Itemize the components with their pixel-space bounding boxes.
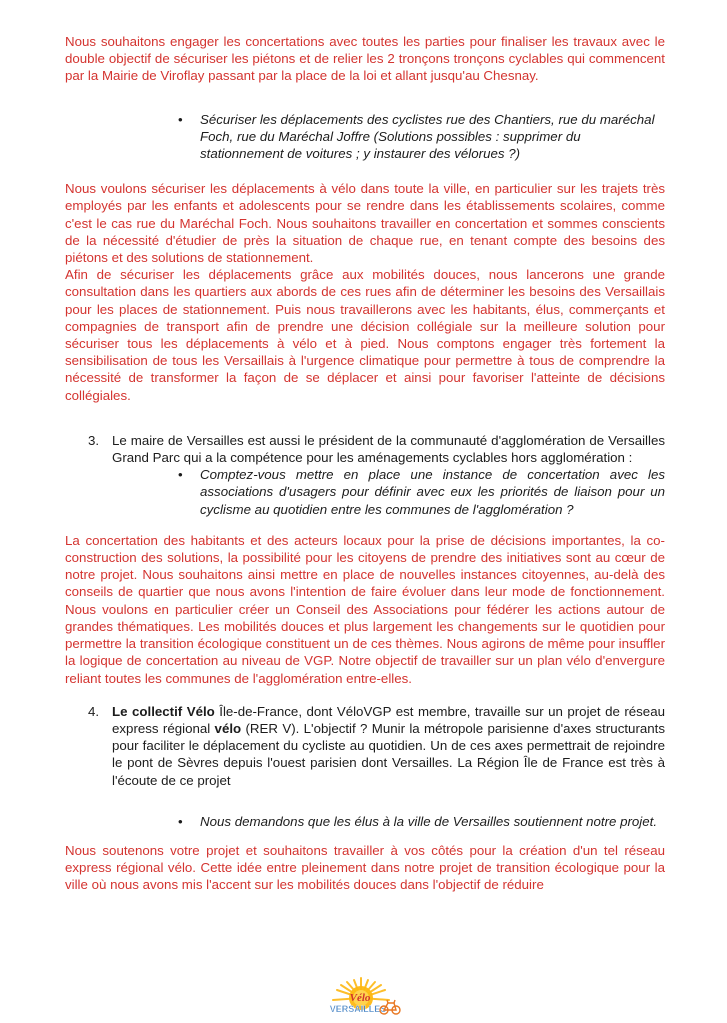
bullet-item-nous-demandons [178,813,665,830]
bullet-item-comptez-vous-text: Comptez-vous mettre en place une instance de concertation avec les associations d'usagers pour définir avec eux les priorités de liaison pour un cyclisme au quotidien entre les communes de l'agglomération ? [200,467,665,517]
numbered-item-4-text [112,703,665,789]
velo-bold: vélo [214,720,242,736]
document-content [65,33,665,894]
collectif-velo-bold: Le collectif Vélo [112,703,215,719]
paragraph-soutien-projet: Nous soutenons votre projet et souhaitons travailler à vos côtés pour la création d'un tel réseau express régional vélo. Cette idée entre pleinement dans notre projet de transition écologique pour la ville où nous avons mis l'accent sur les mobilités douces dans l'objectif de réduire [65,842,665,893]
numbered-item-3 [65,432,665,466]
logo-text-versailles: VERSAILLES [329,1004,386,1014]
numbered-item-4-number: 4. [88,703,100,719]
numbered-item-3-text: Le maire de Versailles est aussi le président de la communauté d'agglomération de Versailles Grand Parc qui a la compétence pour les aménagements cyclables hors agglomération : [112,432,665,466]
logo-text-velo: Vélo [349,992,370,1004]
paragraph-afin-securiser: Afin de sécuriser les déplacements grâce aux mobilités douces, nous lancerons une grande consultation dans les quartiers aux abords de ces rues afin de déterminer les besoins des Versaillais pour les places de stationnement. Puis nous travaillerons avec les habitants, élus, commerçants et compagnies de transport afin de prendre une décision collégiale sur la meilleure solution pour sécuriser tous les déplacements à vélo et à pied. Nous comptons engager très fortement la sensibilisation de tous les Versaillais à l'urgence climatique pour permettre à tous de comprendre la nécessité de transformer la façon de se déplacer et ainsi pour favoriser l'atteinte de décisions collégiales. [65,267,665,403]
paragraph-concertations-travaux: Nous souhaitons engager les concertations avec toutes les parties pour finaliser les travaux avec le double objectif de sécuriser les piétons et de relier les 2 tronçons tronçons cyclables qui commencent par la Mairie de Viroflay passant par la place de la loi et allant jusqu'au Chesnay. [65,34,665,84]
bullet-icon: • [178,111,183,127]
paragraph-concertation-habitants: La concertation des habitants et des acteurs locaux pour la prise de décisions importantes, la co-construction des solutions, la possibilité pour les citoyens de prendre des initiatives sont au cœur de notre projet. Nous souhaitons ainsi mettre en place de nouvelles instances citoyennes, au-delà des conseils de quartier que nous avons l'intention de faire évoluer dans leur mode de fonctionnement. Nous voulons en particulier créer un Conseil des Associations pour fédérer les actions autour de grandes thématiques. Les mobilités douces et plus largement les changements sur le quotidien pour permettre la transition écologique constituent un de ces thèmes. Nous agirons de même pour insuffler la logique de concertation au niveau de VGP. Notre objectif de travailler sur un plan vélo d'envergure reliant toutes les communes de l'agglomération entre-elles. [65,532,665,686]
numbered-item-4 [65,703,665,789]
numbered-item-3-number: 3. [88,432,100,448]
velo-versailles-logo [325,976,403,1023]
bullet-icon: • [178,467,183,483]
bullet-icon: • [178,813,183,829]
paragraph-securiser-ville: Nous voulons sécuriser les déplacements à vélo dans toute la ville, en particulier sur les trajets très employés par les enfants et adolescents pour se rendre dans les établissements scolaires, comme c'est le cas rue du Maréchal Foch. Nous souhaitons travailler en concertation et sommes conscients de la nécessité d'étudier de près la situation de chaque rue, en tenant compte des besoins des piétons et des solutions de stationnement. [65,181,665,266]
numbered-item-4-text-b: (RER V). L'objectif ? Munir la métropole parisienne d'axes structurants pour faciliter le déplacement du cycliste au quotidien. Un de ces axes permettrait de rejoindre le pont de Sèvres depuis l'ouest parisien dont Versailles. La Région Île de France est très à l'écoute de ce projet [112,720,665,788]
bullet-item-comptez-vous [178,466,665,518]
bullet-item-nous-demandons-text: Nous demandons que les élus à la ville de Versailles soutiennent notre projet. [200,813,658,829]
bullet-item-securiser [178,111,665,163]
velo-versailles-logo-svg [325,976,403,1023]
numbered-item-4-text-a: Île-de-France, dont VéloVGP est membre, travaille sur un projet de réseau express régional [112,703,665,736]
bullet-item-securiser-text: Sécuriser les déplacements des cyclistes rue des Chantiers, rue du maréchal Foch, rue du Maréchal Joffre (Solutions possibles : supprimer du stationnement de voitures ; y instaurer des vélorues ?) [200,111,655,162]
